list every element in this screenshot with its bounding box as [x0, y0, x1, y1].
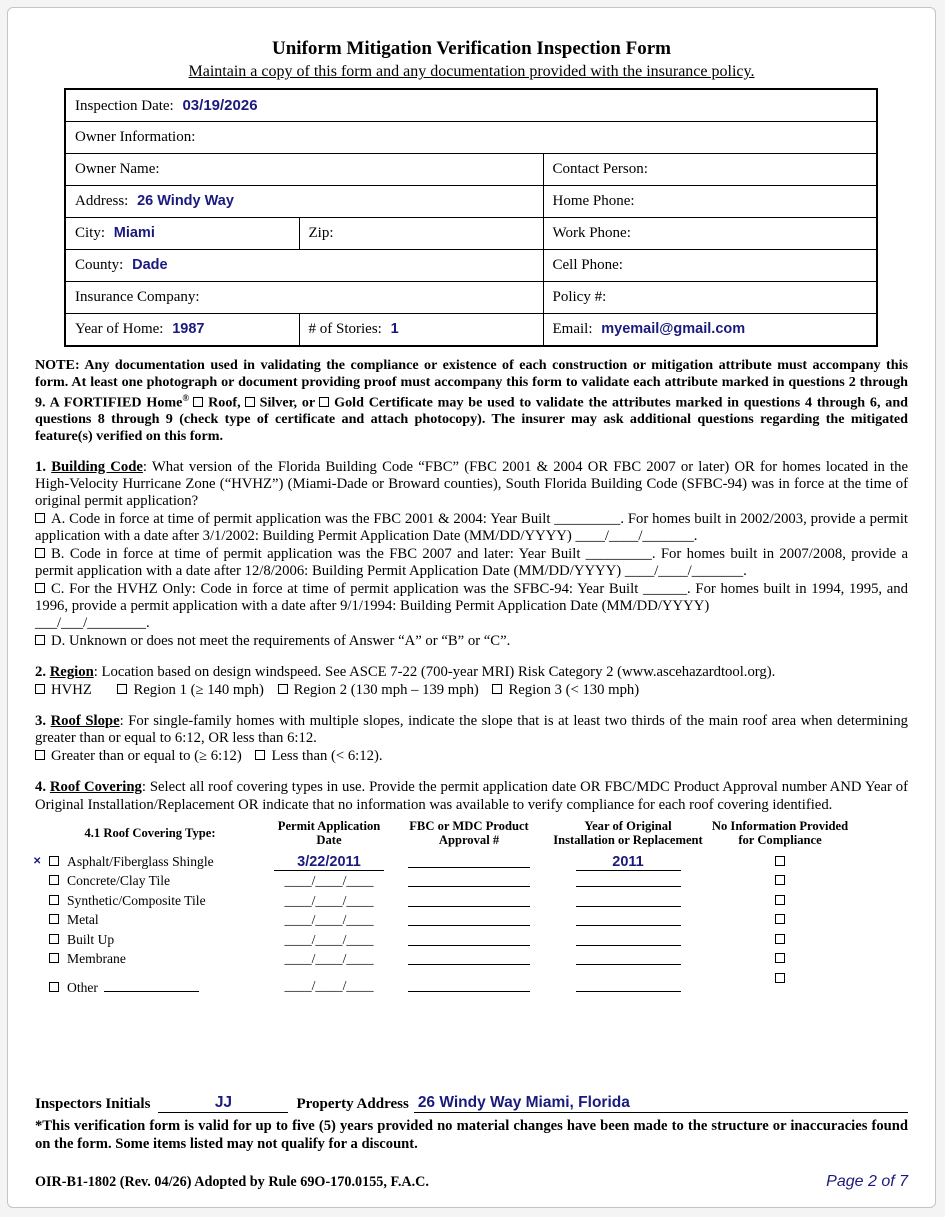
- building-code-option-c: [35, 581, 908, 633]
- rc-other-noinfo-checkbox[interactable]: [775, 973, 785, 983]
- year-of-home-cell: [65, 314, 299, 347]
- rc-metal-checkbox[interactable]: [49, 914, 59, 924]
- table-row: [65, 122, 877, 154]
- column-header: Year of Original Installation or Replacement: [553, 818, 703, 848]
- inspection-date-cell: [65, 89, 877, 122]
- covering-type-label: Synthetic/Composite Tile: [67, 892, 206, 908]
- install-year-input[interactable]: 2011: [612, 853, 644, 870]
- rc-metal-noinfo-checkbox[interactable]: [775, 914, 785, 924]
- email-cell: [543, 314, 877, 347]
- other-type-field[interactable]: [104, 978, 199, 992]
- roof-covering-section-heading: [35, 779, 908, 814]
- covering-type-label: Other: [67, 979, 98, 995]
- install-year-field[interactable]: [576, 893, 681, 907]
- option-label: Less than (< 6:12).: [271, 747, 383, 764]
- slope-lt-checkbox[interactable]: [255, 750, 265, 760]
- slope-ge-option: [35, 748, 242, 764]
- insurance-company-cell: [65, 282, 543, 314]
- zip-label: Zip:: [308, 225, 334, 241]
- approval-number-field[interactable]: [408, 978, 530, 992]
- table-row: [35, 912, 908, 930]
- column-header: FBC or MDC Product Approval #: [409, 818, 529, 848]
- rc-synthetic-noinfo-checkbox[interactable]: [775, 895, 785, 905]
- option-text: A. Code in force at time of permit application was the FBC 2001 & 2004: Year Built _________. For homes built in 2002/2003, provide a permit application with a date after 3/1/2002: Building Permit Application Date (MM/DD/YYYY) ____/____/_______.: [35, 510, 908, 545]
- rc-other-checkbox[interactable]: [49, 982, 59, 992]
- approval-number-field[interactable]: [408, 893, 530, 907]
- approval-number-field[interactable]: [408, 932, 530, 946]
- slope-ge-checkbox[interactable]: [35, 750, 45, 760]
- rc-synthetic-checkbox[interactable]: [49, 895, 59, 905]
- city-input[interactable]: Miami: [113, 225, 155, 241]
- install-year-field[interactable]: [576, 873, 681, 887]
- table-row: [65, 314, 877, 347]
- city-label: City:: [75, 225, 106, 241]
- permit-date-field[interactable]: ____/____/____: [284, 892, 374, 908]
- county-label: County:: [75, 257, 124, 273]
- approval-number-field[interactable]: [408, 873, 530, 887]
- address-label: Address:: [75, 193, 129, 209]
- roof-covering-table: [35, 819, 908, 995]
- form-code: OIR-B1-1802 (Rev. 04/26) Adopted by Rule 69O-170.0155, F.A.C.: [35, 1174, 429, 1190]
- insurance-company-label: Insurance Company:: [75, 289, 200, 305]
- approval-number-field[interactable]: [408, 912, 530, 926]
- section-intro: : For single-family homes with multiple slopes, indicate the slope that is at least two thirds of the main roof area when determining greater than or equal to 6:12, OR less than 6:12.: [35, 712, 909, 747]
- rc-concrete-checkbox[interactable]: [49, 875, 59, 885]
- building-code-option-b: [35, 546, 908, 581]
- region-2-checkbox[interactable]: [278, 684, 288, 694]
- rc-membrane-checkbox[interactable]: [49, 953, 59, 963]
- section-number: 4.: [35, 779, 47, 796]
- note-text: may be used to validate the attributes marked in questions 4 through 6, and questions 8 through 9 (check type of certificate and attach photocopy). The insurer may ask additional questions regarding the mitigated feature(s) verified on this form.: [35, 394, 908, 445]
- county-input[interactable]: Dade: [132, 257, 168, 273]
- contact-person-cell: [543, 154, 877, 186]
- county-cell: [65, 250, 543, 282]
- fortified-roof-checkbox[interactable]: [193, 397, 203, 407]
- building-code-section-heading: [35, 459, 908, 511]
- install-year-field[interactable]: [576, 932, 681, 946]
- column-header: No Information Provided for Compliance: [711, 818, 849, 848]
- fortified-silver-checkbox[interactable]: [245, 397, 255, 407]
- rc-builtup-noinfo-checkbox[interactable]: [775, 934, 785, 944]
- permit-date-field[interactable]: ____/____/____: [284, 931, 374, 947]
- bc-option-c-checkbox[interactable]: [35, 583, 45, 593]
- section-number: 3.: [35, 712, 47, 729]
- rc-asphalt-checkbox[interactable]: [49, 856, 59, 866]
- fortified-silver-label: Silver, or: [259, 394, 316, 411]
- section-number: 2.: [35, 664, 47, 681]
- rc-membrane-noinfo-checkbox[interactable]: [775, 953, 785, 963]
- section-title: Region: [49, 664, 94, 681]
- section-intro: : Select all roof covering types in use. Provide the permit application date OR FBC/MDC Product Approval number AND Year of Original Installation/Replacement OR indicate that no information was available to verify compliance for each roof covering identified.: [35, 779, 909, 813]
- covering-type-label: Metal: [67, 912, 99, 928]
- table-row: [35, 893, 908, 911]
- roof-slope-section-heading: [35, 713, 908, 748]
- region-option-hvhz: [35, 682, 92, 698]
- owner-information-cell: [65, 122, 877, 154]
- owner-information-label: Owner Information:: [75, 129, 196, 145]
- policy-number-cell: [543, 282, 877, 314]
- address-cell: [65, 186, 543, 218]
- section-title: Roof Covering: [49, 779, 142, 796]
- permit-date-field[interactable]: ____/____/____: [284, 873, 374, 889]
- year-of-home-label: Year of Home:: [75, 321, 164, 337]
- page-indicator: Page 2 of 7: [826, 1173, 908, 1190]
- option-label: Greater than or equal to (≥ 6:12): [51, 747, 242, 764]
- page-footer: [35, 1094, 908, 1191]
- inspector-line: [35, 1094, 908, 1113]
- fortified-gold-label: Gold Certificate: [334, 394, 433, 411]
- region-3-checkbox[interactable]: [492, 684, 502, 694]
- covering-type-label: Concrete/Clay Tile: [67, 873, 171, 889]
- bc-option-d-checkbox[interactable]: [35, 635, 45, 645]
- section-title: Building Code: [51, 458, 143, 475]
- email-input[interactable]: myemail@gmail.com: [601, 321, 746, 337]
- permit-date-field[interactable]: ____/____/____: [284, 977, 374, 993]
- rc-builtup-checkbox[interactable]: [49, 934, 59, 944]
- table-row: [65, 250, 877, 282]
- covering-type-label: Membrane: [67, 951, 126, 967]
- address-input[interactable]: 26 Windy Way: [137, 193, 234, 209]
- cell-phone-cell: [543, 250, 877, 282]
- email-label: Email:: [552, 321, 593, 337]
- owner-name-cell: [65, 154, 543, 186]
- option-label: Region 1 (≥ 140 mph): [133, 681, 264, 698]
- policy-number-label: Policy #:: [552, 289, 607, 305]
- region-option-2: [278, 682, 479, 698]
- fortified-roof-label: Roof,: [208, 394, 241, 411]
- permit-date-field[interactable]: ____/____/____: [284, 951, 374, 967]
- region-1-checkbox[interactable]: [117, 684, 127, 694]
- fortified-gold-checkbox[interactable]: [319, 397, 329, 407]
- cell-phone-label: Cell Phone:: [552, 257, 623, 273]
- bottom-bar: [35, 1173, 908, 1191]
- install-year-field[interactable]: [576, 912, 681, 926]
- stories-cell: [299, 314, 543, 347]
- table-row: [35, 932, 908, 950]
- zip-cell: [299, 218, 543, 250]
- option-text: B. Code in force at time of permit application was the FBC 2007 and later: Year Built _________. For homes built in 2007/2008, provide a permit application with a date after 12/8/2006: Building Permit Application Date (MM/DD/YYYY) ____/____/_______.: [35, 545, 908, 580]
- option-text: D. Unknown or does not meet the requirements of Answer “A” or “B” or “C”.: [51, 632, 511, 649]
- table-row: [65, 218, 877, 250]
- inspection-date-label: Inspection Date:: [75, 97, 174, 114]
- region-hvhz-checkbox[interactable]: [35, 684, 45, 694]
- slope-lt-option: [255, 748, 382, 764]
- option-label: Region 2 (130 mph – 139 mph): [293, 681, 479, 698]
- table-row: [35, 854, 908, 872]
- permit-date-input[interactable]: 3/22/2011: [297, 853, 361, 870]
- table-row: [35, 978, 908, 996]
- region-options: [35, 682, 908, 699]
- building-code-option-d: [35, 633, 908, 650]
- roof-slope-options: [35, 748, 908, 765]
- stories-label: # of Stories:: [308, 321, 382, 337]
- bc-option-b-checkbox[interactable]: [35, 548, 45, 558]
- validity-note: *This verification form is valid for up to five (5) years provided no material changes have been made to the structure or inaccuracies found on the form. Some items listed may not qualify for a discount.: [35, 1118, 908, 1152]
- permit-date-field[interactable]: ____/____/____: [284, 912, 374, 928]
- option-label: HVHZ: [51, 681, 92, 698]
- option-label: Region 3 (< 130 mph): [508, 681, 640, 698]
- form-page: [7, 7, 936, 1208]
- page-subtitle: Maintain a copy of this form and any documentation provided with the insurance policy.: [188, 63, 755, 80]
- table-row: [35, 873, 908, 891]
- section-intro: : Location based on design windspeed. See ASCE 7-22 (700-year MRI) Risk Category 2 (www.ascehazardtool.org).: [93, 664, 776, 681]
- year-of-home-input[interactable]: 1987: [172, 321, 205, 337]
- table-row: [65, 154, 877, 186]
- owner-information-table: [64, 88, 878, 347]
- registered-trademark-symbol: ®: [182, 393, 190, 404]
- owner-name-label: Owner Name:: [75, 161, 160, 177]
- column-header: Permit Application Date: [277, 818, 381, 848]
- work-phone-cell: [543, 218, 877, 250]
- home-phone-label: Home Phone:: [552, 193, 635, 209]
- inspectors-initials-label: Inspectors Initials: [35, 1096, 151, 1112]
- table-row: [65, 186, 877, 218]
- note-text: NOTE: Any documentation used in validating the compliance or existence of each construction or mitigation attribute must accompany this form. At least one photograph or document providing proof must accompany this form to validate each attribute marked in questions 2 through 9. A FORTIFIED Home: [35, 357, 908, 411]
- section-number: 1.: [35, 458, 47, 475]
- rc-asphalt-noinfo-checkbox[interactable]: [775, 856, 785, 866]
- work-phone-label: Work Phone:: [552, 225, 631, 241]
- table-row: [65, 282, 877, 314]
- region-option-3: [492, 682, 639, 698]
- table-row: [35, 951, 908, 969]
- approval-number-field[interactable]: [408, 951, 530, 965]
- option-text: C. For the HVHZ Only: Code in force at time of permit application was the SFBC-94: Year Built ______. For homes built in 1994, 1995, and 1996, provide a permit application with a date after 9/1/1994: Building Permit Application Date (MM/DD/YYYY): [35, 580, 908, 614]
- inspectors-initials-input[interactable]: JJ: [158, 1094, 288, 1113]
- covering-type-label: Asphalt/Fiberglass Shingle: [67, 853, 214, 869]
- install-year-field[interactable]: [576, 951, 681, 965]
- home-phone-cell: [543, 186, 877, 218]
- property-address-label: Property Address: [296, 1096, 409, 1112]
- region-section-heading: [35, 664, 908, 681]
- rc-concrete-noinfo-checkbox[interactable]: [775, 875, 785, 885]
- property-address-input[interactable]: 26 Windy Way Miami, Florida: [414, 1094, 908, 1113]
- permit-date-blank-field[interactable]: ___/___/________.: [35, 615, 150, 632]
- stories-input[interactable]: 1: [390, 321, 399, 337]
- table-row: [65, 89, 877, 122]
- city-cell: [65, 218, 299, 250]
- note-paragraph: [35, 357, 908, 445]
- column-header: 4.1 Roof Covering Type:: [84, 826, 216, 841]
- install-year-field[interactable]: [576, 978, 681, 992]
- approval-number-field[interactable]: [408, 854, 530, 868]
- region-option-1: [117, 682, 263, 698]
- section-intro: : What version of the Florida Building Code “FBC” (FBC 2001 & 2004 OR FBC 2007 or later) OR for homes located in the High-Velocity Hurricane Zone (“HVHZ”) (Miami-Dade or Broward counties), South Florida Building Code (SFBC-94) was in force at the time of original permit application?: [35, 458, 909, 510]
- contact-person-label: Contact Person:: [552, 161, 648, 177]
- page-title: Uniform Mitigation Verification Inspection Form: [272, 38, 671, 59]
- bc-option-a-checkbox[interactable]: [35, 513, 45, 523]
- covering-type-label: Built Up: [67, 931, 115, 947]
- inspection-date-input[interactable]: 03/19/2026: [182, 96, 258, 114]
- building-code-option-a: [35, 511, 908, 546]
- section-title: Roof Slope: [50, 712, 120, 729]
- roof-covering-header-row: [35, 819, 908, 848]
